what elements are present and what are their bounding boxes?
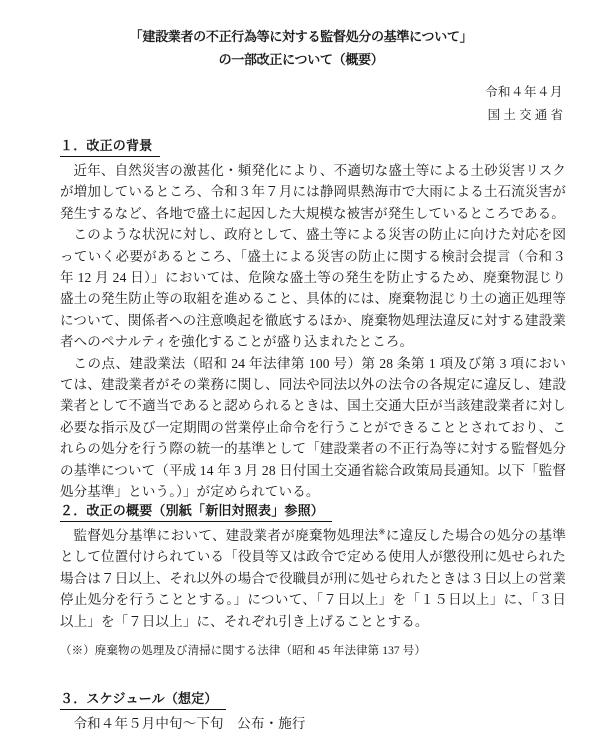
section2-heading-text: ２．改正の概要（別紙「新旧対照表」参照） bbox=[60, 503, 332, 522]
section-revision-background bbox=[60, 138, 566, 503]
document-title-line1: 「建設業者の不正行為等に対する監督処分の基準について」 bbox=[129, 29, 473, 44]
section2-heading bbox=[60, 503, 566, 522]
section2-paragraph bbox=[60, 525, 566, 632]
reference-mark: ※ bbox=[378, 526, 386, 537]
section1-heading-text: １．改正の背景 bbox=[60, 138, 160, 157]
document-title-line2: の一部改正について（概要） bbox=[218, 52, 384, 67]
document-meta bbox=[484, 81, 567, 127]
section-schedule bbox=[60, 691, 566, 734]
section3-heading bbox=[60, 691, 566, 710]
section1-paragraph-2: このような状況に対し、政府として、盛土等による災害の防止に向けた対応を図っていく必要があるところ、「盛土による災害の防止に関する検討会提言（令和３年 12 月 24 日）」においては、危険な盛土等の発生を防止するため、廃棄物混じり盛土の発生防止等の取組を進めること、具体的には、廃棄物混じり土の適正処理等について、関係者への注意喚起を徹底するほか、廃棄物処理法違反に対する建設業者へのペナルティを強化することが盛り込まれたところ。 bbox=[60, 227, 566, 350]
document-title bbox=[0, 25, 602, 71]
footnote-waste-disposal-law: （※）廃棄物の処理及び清掃に関する法律（昭和 45 年法律第 137 号） bbox=[60, 645, 426, 658]
section1-paragraph-1: 近年、自然災害の激甚化・頻発化により、不適切な盛土等による土砂災害リスクが増加しているところ、令和３年７月には静岡県熱海市で大雨による土石流災害が発生するなど、各地で盛土に起因した大規模な被害が発生しているところである。 bbox=[60, 163, 566, 221]
section3-heading-text: ３．スケジュール（想定） bbox=[60, 691, 226, 710]
section2-paragraph-before-ref: 監督処分基準において、建設業者が廃棄物処理法 bbox=[73, 528, 379, 543]
section-revision-summary bbox=[60, 503, 566, 659]
section1-paragraph-3: この点、建設業法（昭和 24 年法律第 100 号）第 28 条第 1 項及び第 3 項においては、建設業者がその業務に関し、同法や同法以外の法令の各規定に違反し、建設業者として不適当であると認められるときは、国土交通大臣が当該建設業者に対し必要な指示及び一定期間の営業停止命令を行うことができることとされており、これらの処分を行う際の統一的基準として「建設業者の不正行為等に対する監督処分の基準について（平成 14 年 3 月 28 日付国土交通省総合政策局長通知。以下「監督処分基準」という。）」が定められている。 bbox=[60, 355, 566, 500]
schedule-entry: 令和４年５月中旬～下旬 公布・施行 bbox=[73, 716, 306, 731]
document-organization: 国土交通省 bbox=[487, 108, 567, 122]
section2-paragraph-after-ref: に違反した場合の処分の基準として位置付けられている「役員等又は政令で定める使用人が懲役刑に処せられた場合は７日以上、それ以外の場合で役職員が刑に処せられたときは３日以上の営業停止処分を行うこととする。」について、「７日以上」を「１５日以上」に、「３日以上」を「７日以上」に、それぞれ引き上げることとする。 bbox=[60, 528, 567, 629]
document-date: 令和４年４月 bbox=[484, 85, 563, 99]
section1-heading bbox=[60, 138, 566, 157]
